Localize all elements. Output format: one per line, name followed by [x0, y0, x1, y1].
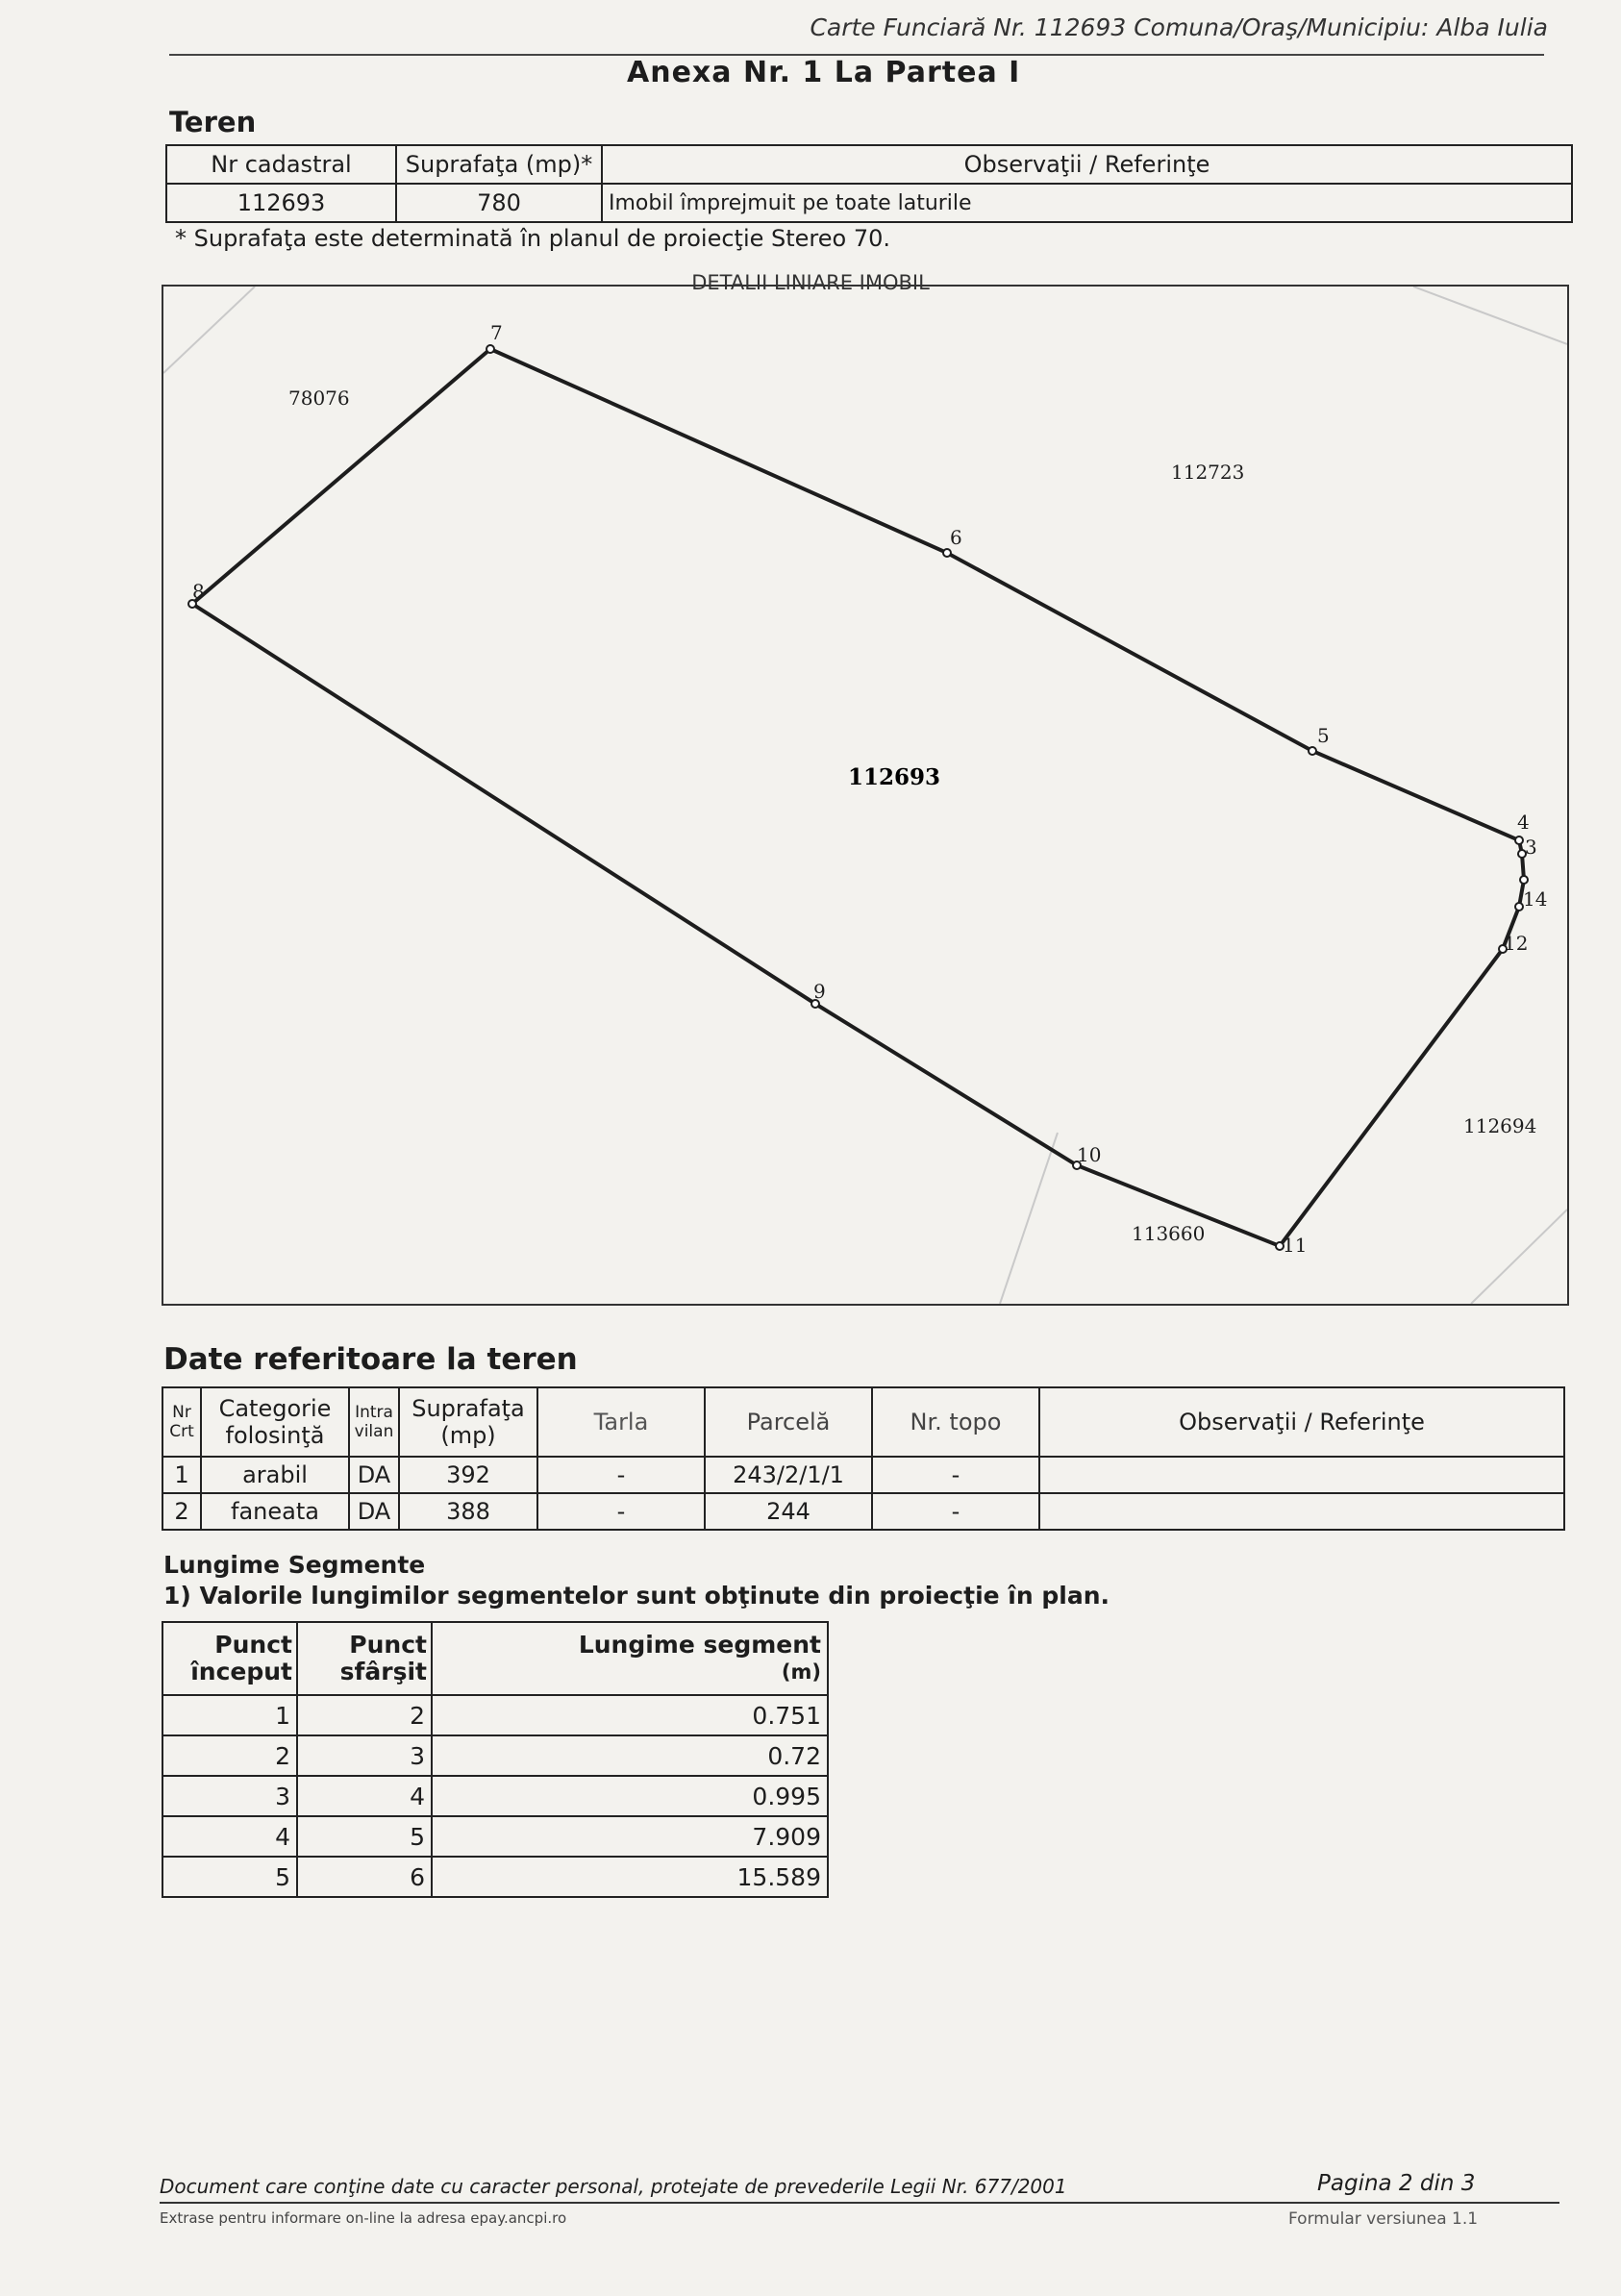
cell-length: 7.909 — [569, 1816, 828, 1857]
lungime-row — [162, 1695, 828, 1735]
lungime-row — [162, 1735, 828, 1776]
neighbour-label-112694: 112694 — [1463, 1114, 1537, 1137]
cell-nr-topo: - — [872, 1493, 1039, 1530]
cell-start: 2 — [162, 1735, 297, 1776]
parcel-plan — [162, 285, 1569, 1306]
col-tarla: Tarla — [537, 1387, 705, 1457]
cell-end: 3 — [297, 1735, 432, 1776]
point-label-10: 10 — [1077, 1143, 1102, 1166]
date-teren-table — [162, 1386, 1565, 1531]
col-lungime-label: Lungime segment — [578, 1631, 821, 1659]
point-label-3: 3 — [1525, 836, 1537, 859]
cell-spacer — [432, 1776, 569, 1816]
col-categorie: Categorie folosinţă — [201, 1387, 349, 1457]
teren-table — [165, 144, 1573, 223]
point-label-7: 7 — [490, 321, 503, 344]
cell-tarla: - — [537, 1493, 705, 1530]
col-spacer — [432, 1622, 569, 1695]
annex-title: Anexa Nr. 1 La Partea I — [627, 56, 1021, 89]
col-observatii-ref: Observaţii / Referinţe — [1039, 1387, 1564, 1457]
point-label-5: 5 — [1317, 724, 1330, 747]
neighbour-boundaries — [163, 287, 1567, 1304]
cell-observatii: Imobil împrejmuit pe toate laturile — [602, 184, 1572, 222]
cell-observatii — [1039, 1493, 1564, 1530]
cell-nr: 1 — [162, 1457, 201, 1493]
neighbour-label-113660: 113660 — [1132, 1222, 1206, 1245]
col-nr-topo: Nr. topo — [872, 1387, 1039, 1457]
cell-suprafata: 780 — [396, 184, 602, 222]
neighbour-label-112723: 112723 — [1171, 461, 1245, 484]
col-lungime-unit: (m) — [781, 1660, 821, 1684]
vertex-markers — [188, 345, 1528, 1250]
cell-length: 0.751 — [569, 1695, 828, 1735]
parcel-boundary — [192, 349, 1524, 1246]
footer-divider — [160, 2202, 1559, 2204]
col-observatii: Observaţii / Referinţe — [602, 145, 1572, 184]
cell-spacer — [432, 1735, 569, 1776]
cell-nr: 2 — [162, 1493, 201, 1530]
lungime-header — [162, 1622, 828, 1695]
cell-end: 4 — [297, 1776, 432, 1816]
cell-spacer — [432, 1857, 569, 1897]
cell-length: 0.995 — [569, 1776, 828, 1816]
cell-parcela: 244 — [705, 1493, 872, 1530]
lungime-heading: Lungime Segmente — [163, 1551, 426, 1579]
suprafata-footnote: * Suprafaţa este determinată în planul de proiecţie Stereo 70. — [175, 225, 891, 252]
col-lungime — [569, 1622, 828, 1695]
neighbour-label-78076: 78076 — [288, 387, 350, 410]
point-label-6: 6 — [950, 526, 962, 549]
cell-start: 3 — [162, 1776, 297, 1816]
col-suprafata: Suprafaţa (mp)* — [396, 145, 602, 184]
date-teren-row — [162, 1493, 1564, 1530]
point-label-14: 14 — [1523, 887, 1548, 911]
cell-end: 2 — [297, 1695, 432, 1735]
plan-title: DETALII LINIARE IMOBIL — [691, 271, 930, 294]
cell-length: 15.589 — [569, 1857, 828, 1897]
col-suprafata-mp: Suprafaţa (mp) — [399, 1387, 537, 1457]
cell-categorie: arabil — [201, 1457, 349, 1493]
document-title: Carte Funciară Nr. 112693 Comuna/Oraş/Municipiu: Alba Iulia — [810, 13, 1548, 41]
cell-end: 6 — [297, 1857, 432, 1897]
col-punct-inceput: Punct început — [162, 1622, 297, 1695]
cell-observatii — [1039, 1457, 1564, 1493]
lungime-table — [162, 1621, 829, 1898]
cell-tarla: - — [537, 1457, 705, 1493]
cell-parcela: 243/2/1/1 — [705, 1457, 872, 1493]
cell-intravilan: DA — [349, 1493, 399, 1530]
lungime-row — [162, 1816, 828, 1857]
lungime-section — [163, 1550, 1110, 1611]
cell-end: 5 — [297, 1816, 432, 1857]
lungime-row — [162, 1857, 828, 1897]
parcel-plan-drawing — [163, 287, 1567, 1304]
point-label-9: 9 — [813, 980, 826, 1003]
point-label-4: 4 — [1517, 811, 1530, 834]
col-intravilan: Intra vilan — [349, 1387, 399, 1457]
cell-intravilan: DA — [349, 1457, 399, 1493]
cell-length: 0.72 — [569, 1735, 828, 1776]
col-parcela: Parcelă — [705, 1387, 872, 1457]
col-nr-crt: Nr Crt — [162, 1387, 201, 1457]
cell-suprafata: 388 — [399, 1493, 537, 1530]
cell-spacer — [432, 1695, 569, 1735]
cell-start: 1 — [162, 1695, 297, 1735]
teren-table-header — [166, 145, 1572, 184]
form-version: Formular versiunea 1.1 — [1288, 2209, 1479, 2229]
date-teren-row — [162, 1457, 1564, 1493]
lungime-row — [162, 1776, 828, 1816]
teren-heading: Teren — [169, 106, 257, 138]
cell-start: 4 — [162, 1816, 297, 1857]
cell-suprafata: 392 — [399, 1457, 537, 1493]
cell-nr-cadastral: 112693 — [166, 184, 396, 222]
personal-data-notice: Document care conţine date cu caracter personal, protejate de prevederile Legii Nr. 677/2001 — [160, 2175, 1067, 2198]
point-label-12: 12 — [1504, 932, 1529, 955]
date-teren-heading: Date referitoare la teren — [163, 1342, 578, 1377]
lungime-note: 1) Valorile lungimilor segmentelor sunt obţinute din proiecţie în plan. — [163, 1582, 1110, 1610]
point-label-11: 11 — [1283, 1234, 1308, 1257]
teren-table-row — [166, 184, 1572, 222]
col-nr-cadastral: Nr cadastral — [166, 145, 396, 184]
cell-nr-topo: - — [872, 1457, 1039, 1493]
col-punct-sfarsit: Punct sfârşit — [297, 1622, 432, 1695]
extras-notice: Extrase pentru informare on-line la adresa epay.ancpi.ro — [160, 2209, 567, 2227]
date-teren-header — [162, 1387, 1564, 1457]
page-number: Pagina 2 din 3 — [1317, 2171, 1476, 2196]
cell-spacer — [432, 1816, 569, 1857]
point-label-8: 8 — [192, 580, 205, 603]
cell-start: 5 — [162, 1857, 297, 1897]
parcel-number-label: 112693 — [848, 764, 941, 790]
cell-categorie: faneata — [201, 1493, 349, 1530]
